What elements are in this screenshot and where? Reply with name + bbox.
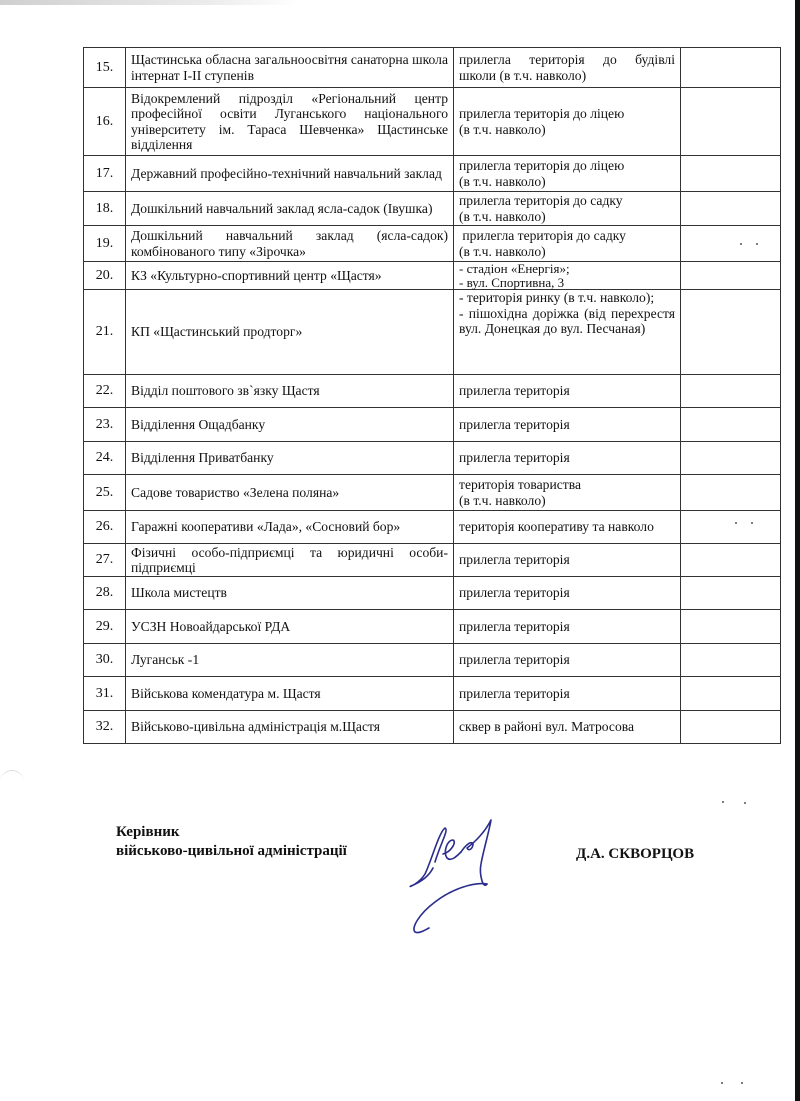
territory-line: - вул. Спортивна, 3 — [459, 274, 565, 290]
territory-line: (в т.ч. навколо) — [459, 492, 546, 508]
row-number: 22. — [84, 375, 126, 408]
table-row — [84, 442, 781, 475]
territory-line: - територія ринку (в т.ч. навколо); — [459, 290, 655, 305]
note-cell — [681, 577, 781, 610]
table-row — [84, 511, 781, 544]
territory-cell — [454, 262, 681, 290]
row-number: 30. — [84, 644, 126, 677]
table-row — [84, 48, 781, 88]
row-number: 25. — [84, 475, 126, 511]
territory-line: (в т.ч. навколо) — [459, 121, 546, 137]
row-number: 32. — [84, 711, 126, 744]
territory-line: - стадіон «Енергія»; — [459, 261, 570, 276]
note-cell — [681, 475, 781, 511]
note-cell — [681, 48, 781, 88]
note-cell — [681, 226, 781, 262]
row-number: 31. — [84, 677, 126, 711]
row-number: 19. — [84, 226, 126, 262]
territory-line: (в т.ч. навколо) — [459, 243, 546, 259]
institution-name: УСЗН Новоайдарської РДА — [126, 610, 454, 644]
institution-name: КЗ «Культурно-спортивний центр «Щастя» — [126, 262, 454, 290]
territory-line: прилегла територія до ліцею — [459, 106, 625, 121]
scan-speck — [735, 522, 737, 524]
table-row — [84, 408, 781, 442]
territory-cell: сквер в районі вул. Матросова — [454, 711, 681, 744]
scan-speck — [744, 802, 746, 804]
institution-name: Дошкільний навчальний заклад (ясла-садок) комбінованого типу «Зірочка» — [126, 226, 454, 262]
scan-speck — [721, 1082, 723, 1084]
table-row — [84, 644, 781, 677]
table-row — [84, 475, 781, 511]
territory-cell — [454, 192, 681, 226]
note-cell — [681, 156, 781, 192]
territory-line: територія товариства — [459, 477, 581, 492]
territory-line: прилегла територія до ліцею — [459, 158, 625, 173]
row-number: 15. — [84, 48, 126, 88]
row-number: 29. — [84, 610, 126, 644]
territory-table — [83, 47, 781, 744]
institution-name: Фізичні особо-підприємці та юридичні особи-підприємці — [126, 544, 454, 577]
table-row — [84, 711, 781, 744]
position-line-1: Керівник — [116, 824, 180, 840]
table-row — [84, 226, 781, 262]
row-number: 17. — [84, 156, 126, 192]
table-row — [84, 544, 781, 577]
institution-name: Військова комендатура м. Щастя — [126, 677, 454, 711]
note-cell — [681, 544, 781, 577]
institution-name: Луганськ -1 — [126, 644, 454, 677]
table-row — [84, 156, 781, 192]
note-cell — [681, 262, 781, 290]
row-number: 18. — [84, 192, 126, 226]
table-row — [84, 88, 781, 156]
note-cell — [681, 511, 781, 544]
institution-name: Відділення Ощадбанку — [126, 408, 454, 442]
scan-speck — [722, 801, 724, 803]
table-row — [84, 577, 781, 610]
institution-name: Гаражні кооперативи «Лада», «Сосновий бор» — [126, 511, 454, 544]
territory-line: прилегла територія до садку — [459, 228, 626, 243]
scan-speck — [751, 522, 753, 524]
row-number: 24. — [84, 442, 126, 475]
institution-name: КП «Щастинський продторг» — [126, 290, 454, 375]
scan-speck — [740, 243, 742, 245]
signatory-position — [116, 823, 347, 861]
table-row — [84, 290, 781, 375]
institution-name: Відділ поштового зв`язку Щастя — [126, 375, 454, 408]
signatory-name: Д.А. СКВОРЦОВ — [576, 846, 695, 862]
territory-cell: прилегла територія — [454, 375, 681, 408]
territory-cell: прилегла територія — [454, 544, 681, 577]
territory-cell: прилегла територія — [454, 644, 681, 677]
institution-name: Дошкільний навчальний заклад ясла-садок (Івушка) — [126, 192, 454, 226]
note-cell — [681, 711, 781, 744]
territory-cell — [454, 226, 681, 262]
scan-speck — [756, 243, 758, 245]
note-cell — [681, 442, 781, 475]
territory-line: прилегла територія до садку — [459, 193, 623, 208]
institution-name: Відділення Приватбанку — [126, 442, 454, 475]
territory-cell — [454, 156, 681, 192]
territory-cell — [454, 48, 681, 88]
row-number: 20. — [84, 262, 126, 290]
scan-speck — [741, 1082, 743, 1084]
handwritten-signature-icon — [405, 812, 515, 937]
institution-name: Військово-цивільна адміністрація м.Щастя — [126, 711, 454, 744]
row-number: 27. — [84, 544, 126, 577]
table-row — [84, 677, 781, 711]
note-cell — [681, 290, 781, 375]
territory-line: прилегла територія до будівлі — [459, 52, 675, 67]
institution-name: Садове товариство «Зелена поляна» — [126, 475, 454, 511]
institution-name: Школа мистецтв — [126, 577, 454, 610]
table-row — [84, 610, 781, 644]
note-cell — [681, 610, 781, 644]
table-row — [84, 192, 781, 226]
row-number: 23. — [84, 408, 126, 442]
note-cell — [681, 88, 781, 156]
territory-cell: прилегла територія — [454, 677, 681, 711]
institution-name: Щастинська обласна загальноосвітня санаторна школа інтернат І-ІІ ступенів — [126, 48, 454, 88]
row-number: 16. — [84, 88, 126, 156]
row-number: 28. — [84, 577, 126, 610]
institution-name: Державний професійно-технічний навчальний заклад — [126, 156, 454, 192]
territory-cell — [454, 88, 681, 156]
territory-cell: прилегла територія — [454, 610, 681, 644]
table-row — [84, 375, 781, 408]
note-cell — [681, 375, 781, 408]
row-number: 26. — [84, 511, 126, 544]
territory-cell — [454, 290, 681, 375]
institution-name: Відокремлений підрозділ «Регіональний центр професійної освіти Луганського національного університету ім. Тараса Шевченка» Щастинське відділення — [126, 88, 454, 156]
scan-top-shadow — [0, 0, 300, 5]
territory-cell: територія кооперативу та навколо — [454, 511, 681, 544]
note-cell — [681, 192, 781, 226]
note-cell — [681, 677, 781, 711]
note-cell — [681, 644, 781, 677]
scan-smudge — [0, 770, 24, 785]
territory-cell: прилегла територія — [454, 442, 681, 475]
territory-cell: прилегла територія — [454, 577, 681, 610]
territory-line: - пішохідна доріжка (від перехрестя вул. Донецкая до вул. Песчаная) — [459, 305, 675, 336]
territory-cell — [454, 475, 681, 511]
territory-line: (в т.ч. навколо) — [459, 208, 546, 224]
row-number: 21. — [84, 290, 126, 375]
table-row — [84, 262, 781, 290]
scan-right-edge — [795, 0, 800, 1101]
territory-line: школи (в т.ч. навколо) — [459, 67, 587, 83]
position-line-2: військово-цивільної адміністрації — [116, 843, 347, 859]
territory-line: (в т.ч. навколо) — [459, 173, 546, 189]
territory-cell: прилегла територія — [454, 408, 681, 442]
note-cell — [681, 408, 781, 442]
